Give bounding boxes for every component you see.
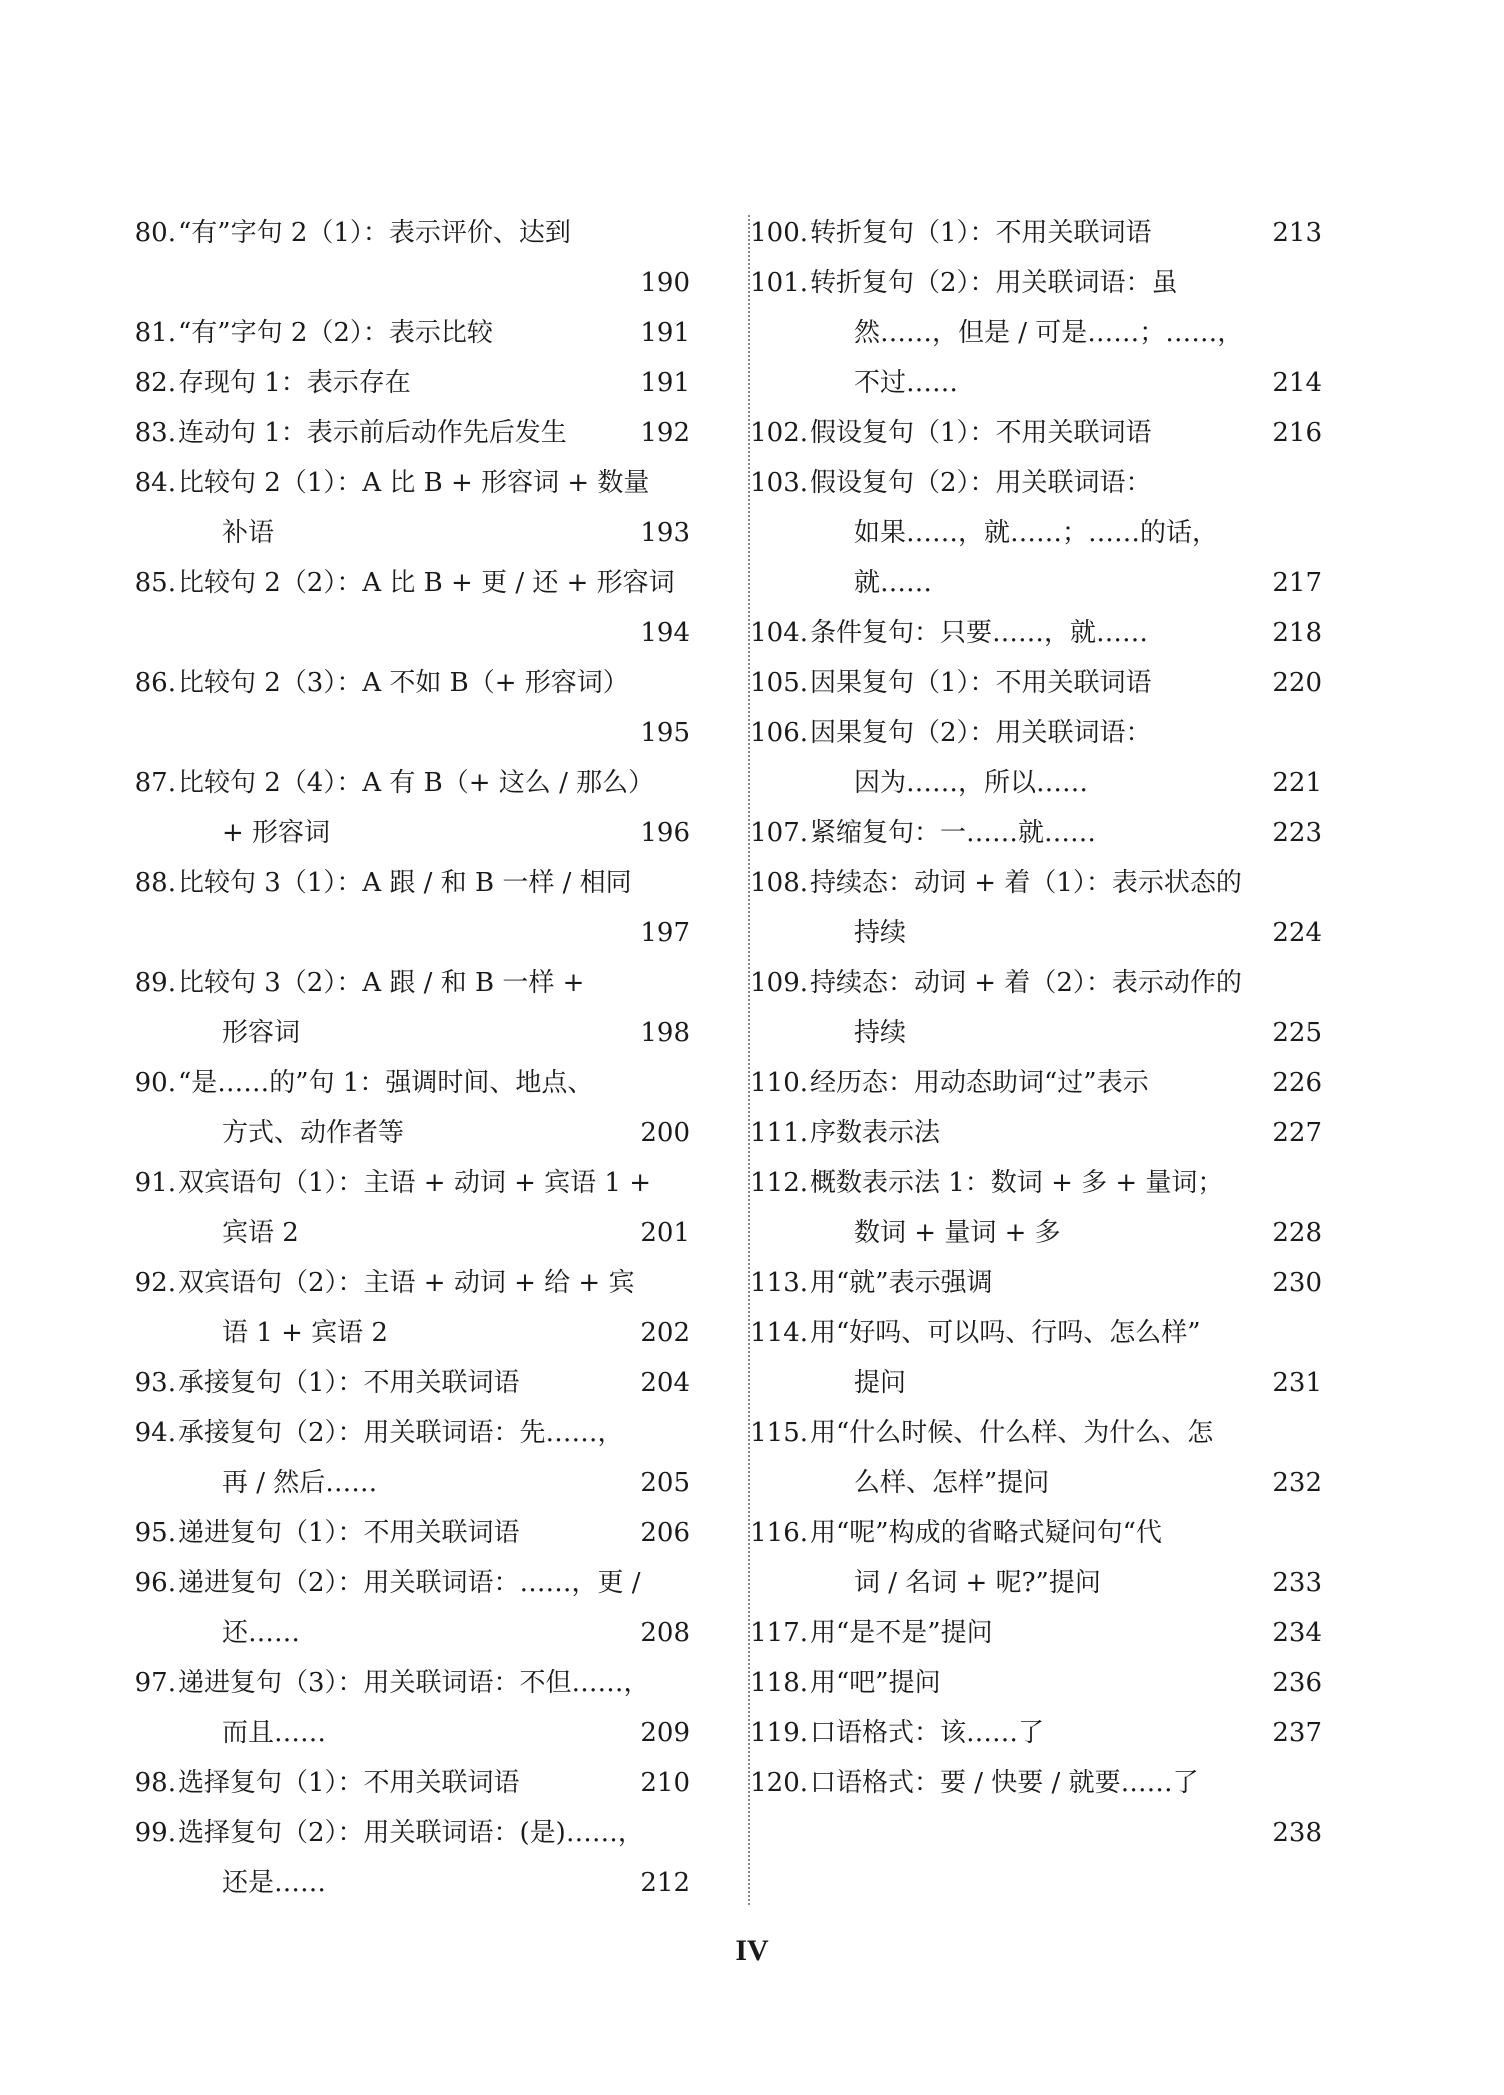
toc-entry-title: 比较句 2（1）：A 比 B + 形容词 + 数量: [178, 468, 650, 498]
toc-entry-number: 120.: [750, 1768, 808, 1798]
toc-entry-title: 方式、动作者等: [222, 1118, 405, 1148]
toc-entry-title: 双宾语句（2）：主语 + 动词 + 给 + 宾: [178, 1268, 635, 1298]
toc-entry: [750, 658, 1322, 708]
toc-entry-continuation: [178, 908, 690, 958]
toc-entry: [750, 1708, 1322, 1758]
toc-entry-continuation: [810, 308, 1322, 358]
toc-entry-number: 95.: [134, 1518, 176, 1548]
toc-entry-title: 如果……，就……；……的话，: [854, 518, 1219, 548]
toc-entry-title: 因果复句（1）：不用关联词语: [810, 668, 1152, 698]
page-folio: IV: [735, 1934, 769, 1967]
toc-entry-number: 110.: [750, 1068, 808, 1098]
toc-entry-page-number: 205: [640, 1468, 690, 1498]
toc-entry-title: 数词 + 量词 + 多: [854, 1218, 1061, 1248]
toc-entry: [750, 858, 1322, 908]
toc-entry-title: 假设复句（2）：用关联词语：: [810, 468, 1152, 498]
toc-entry-page-number: 218: [1272, 618, 1322, 648]
toc-entry-continuation: [178, 1458, 690, 1508]
toc-entry: [134, 1258, 690, 1308]
toc-entry-continuation: [178, 1708, 690, 1758]
toc-entry-number: 102.: [750, 418, 808, 448]
toc-entry-page-number: 228: [1272, 1218, 1322, 1248]
toc-entry-title: 比较句 3（1）：A 跟 / 和 B 一样 / 相同: [178, 868, 632, 898]
toc-entry: [134, 208, 690, 258]
toc-entry-number: 106.: [750, 718, 808, 748]
toc-entry-continuation: [810, 1808, 1322, 1858]
toc-entry-title: 序数表示法: [810, 1118, 941, 1148]
toc-entry-page-number: 190: [640, 268, 690, 298]
toc-entry: [134, 1408, 690, 1458]
toc-entry-continuation: [178, 258, 690, 308]
toc-entry: [134, 408, 690, 458]
toc-entry-title: 条件复句：只要……，就……: [810, 618, 1149, 648]
toc-entry: [750, 958, 1322, 1008]
toc-entry-title: 用“好吗、可以吗、行吗、怎么样”: [810, 1318, 1201, 1348]
toc-entry-title: 紧缩复句：一……就……: [810, 818, 1097, 848]
toc-entry-number: 107.: [750, 818, 808, 848]
toc-entry-title: 转折复句（1）：不用关联词语: [810, 218, 1152, 248]
toc-entry-page-number: 232: [1272, 1468, 1322, 1498]
toc-entry-page-number: 236: [1272, 1668, 1322, 1698]
toc-entry-page-number: 197: [640, 918, 690, 948]
toc-entry: [750, 708, 1322, 758]
toc-entry-title: 承接复句（1）：不用关联词语: [178, 1368, 520, 1398]
toc-entry: [134, 1558, 690, 1608]
toc-entry-title: 么样、怎样”提问: [854, 1468, 1050, 1498]
toc-entry-title: 宾语 2: [222, 1218, 299, 1248]
toc-entry-number: 91.: [134, 1168, 176, 1198]
toc-entry: [134, 1758, 690, 1808]
toc-entry-number: 104.: [750, 618, 808, 648]
toc-entry-number: 101.: [750, 268, 808, 298]
toc-entry-continuation: [178, 1608, 690, 1658]
toc-entry-continuation: [178, 1208, 690, 1258]
toc-entry-title: 比较句 3（2）：A 跟 / 和 B 一样 +: [178, 968, 585, 998]
toc-entry-number: 88.: [134, 868, 176, 898]
toc-entry-page-number: 217: [1272, 568, 1322, 598]
toc-entry-page-number: 209: [640, 1718, 690, 1748]
toc-entry-title: 承接复句（2）：用关联词语：先……，: [178, 1418, 624, 1448]
toc-entry-number: 85.: [134, 568, 176, 598]
toc-entry-number: 80.: [134, 218, 176, 248]
toc-entry-title: 递进复句（3）：用关联词语：不但……，: [178, 1668, 650, 1698]
toc-entry: [750, 1508, 1322, 1558]
toc-entry: [134, 658, 690, 708]
toc-entry-continuation: [810, 1458, 1322, 1508]
toc-entry-title: 持续态：动词 + 着（1）：表示状态的: [810, 868, 1242, 898]
toc-entry-number: 103.: [750, 468, 808, 498]
toc-entry: [134, 558, 690, 608]
toc-entry: [134, 458, 690, 508]
toc-entry-number: 90.: [134, 1068, 176, 1098]
toc-entry-title: 双宾语句（1）：主语 + 动词 + 宾语 1 +: [178, 1168, 652, 1198]
toc-entry-title: 而且……: [222, 1718, 327, 1748]
toc-entry-number: 109.: [750, 968, 808, 998]
toc-entry: [750, 1158, 1322, 1208]
toc-entry-page-number: 233: [1272, 1568, 1322, 1598]
toc-entry-title: 比较句 2（4）：A 有 B（+ 这么 / 那么）: [178, 768, 655, 798]
toc-entry-continuation: [178, 708, 690, 758]
toc-entry-continuation: [810, 1358, 1322, 1408]
toc-entry-title: “有”字句 2（1）：表示评价、达到: [178, 218, 571, 248]
toc-entry-title: 比较句 2（3）：A 不如 B（+ 形容词）: [178, 668, 629, 698]
toc-entry-title: 因果复句（2）：用关联词语：: [810, 718, 1152, 748]
toc-entry-page-number: 193: [640, 518, 690, 548]
toc-entry-title: 选择复句（1）：不用关联词语: [178, 1768, 520, 1798]
toc-entry-number: 86.: [134, 668, 176, 698]
toc-entry-continuation: [178, 508, 690, 558]
toc-entry: [750, 808, 1322, 858]
toc-entry-title: 还……: [222, 1618, 301, 1648]
toc-entry-number: 105.: [750, 668, 808, 698]
toc-entry-continuation: [178, 1108, 690, 1158]
toc-entry-page-number: 224: [1272, 918, 1322, 948]
toc-entry-page-number: 192: [640, 418, 690, 448]
toc-entry-title: 转折复句（2）：用关联词语：虽: [810, 268, 1178, 298]
toc-entry-title: “有”字句 2（2）：表示比较: [178, 318, 493, 348]
toc-entry: [750, 1258, 1322, 1308]
toc-entry: [750, 1108, 1322, 1158]
toc-entry: [750, 1658, 1322, 1708]
toc-entry-number: 115.: [750, 1418, 808, 1448]
toc-entry-number: 111.: [750, 1118, 808, 1148]
toc-entry: [750, 1308, 1322, 1358]
toc-entry-title: 持续态：动词 + 着（2）：表示动作的: [810, 968, 1242, 998]
toc-entry: [750, 1058, 1322, 1108]
toc-entry-continuation: [178, 608, 690, 658]
toc-entry-number: 82.: [134, 368, 176, 398]
toc-entry: [750, 458, 1322, 508]
toc-entry-page-number: 212: [640, 1868, 690, 1898]
toc-entry-continuation: [810, 758, 1322, 808]
toc-entry: [134, 358, 690, 408]
toc-entry-title: 用“就”表示强调: [810, 1268, 993, 1298]
toc-entry-title: 假设复句（1）：不用关联词语: [810, 418, 1152, 448]
toc-entry-title: 概数表示法 1：数词 + 多 + 量词；: [810, 1168, 1224, 1198]
toc-entry-continuation: [810, 908, 1322, 958]
toc-entry-page-number: 196: [640, 818, 690, 848]
toc-entry: [750, 208, 1322, 258]
toc-entry-number: 118.: [750, 1668, 808, 1698]
toc-entry-continuation: [178, 1308, 690, 1358]
toc-entry-continuation: [178, 808, 690, 858]
toc-entry-title: 连动句 1：表示前后动作先后发生: [178, 418, 567, 448]
toc-entry-title: 比较句 2（2）：A 比 B + 更 / 还 + 形容词: [178, 568, 675, 598]
toc-entry: [750, 408, 1322, 458]
toc-entry-title: 词 / 名词 + 呢?”提问: [854, 1568, 1101, 1598]
toc-entry-page-number: 216: [1272, 418, 1322, 448]
toc-entry-title: “是……的”句 1：强调时间、地点、: [178, 1068, 594, 1098]
toc-entry-page-number: 226: [1272, 1068, 1322, 1098]
toc-entry-number: 117.: [750, 1618, 808, 1648]
toc-entry-number: 100.: [750, 218, 808, 248]
toc-entry-number: 99.: [134, 1818, 176, 1848]
toc-entry-number: 112.: [750, 1168, 808, 1198]
toc-entry-number: 94.: [134, 1418, 176, 1448]
toc-entry-page-number: 198: [640, 1018, 690, 1048]
toc-entry-page-number: 213: [1272, 218, 1322, 248]
toc-entry-page-number: 208: [640, 1618, 690, 1648]
toc-entry-number: 116.: [750, 1518, 808, 1548]
toc-entry: [750, 1608, 1322, 1658]
toc-entry-number: 119.: [750, 1718, 808, 1748]
toc-entry-title: 递进复句（1）：不用关联词语: [178, 1518, 520, 1548]
toc-entry: [134, 1058, 690, 1108]
toc-entry-page-number: 191: [640, 368, 690, 398]
toc-entry-page-number: 214: [1272, 368, 1322, 398]
toc-entry-title: 用“什么时候、什么样、为什么、怎: [810, 1418, 1214, 1448]
toc-entry-title: 然……，但是 / 可是……；……，: [854, 318, 1244, 348]
toc-entry: [134, 1808, 690, 1858]
toc-entry-number: 114.: [750, 1318, 808, 1348]
toc-entry: [134, 1658, 690, 1708]
toc-entry: [750, 1758, 1322, 1808]
toc-entry-page-number: 194: [640, 618, 690, 648]
toc-entry-continuation: [810, 358, 1322, 408]
toc-entry-page-number: 231: [1272, 1368, 1322, 1398]
toc-entry-title: 存现句 1：表示存在: [178, 368, 411, 398]
toc-entry-page-number: 225: [1272, 1018, 1322, 1048]
toc-entry-title: 持续: [854, 1018, 907, 1048]
toc-entry: [134, 758, 690, 808]
toc-entry-page-number: 237: [1272, 1718, 1322, 1748]
toc-entry-number: 97.: [134, 1668, 176, 1698]
toc-entry-number: 113.: [750, 1268, 808, 1298]
toc-entry: [750, 608, 1322, 658]
toc-entry: [134, 308, 690, 358]
toc-entry: [134, 1358, 690, 1408]
toc-entry-number: 96.: [134, 1568, 176, 1598]
toc-entry-title: 语 1 + 宾语 2: [222, 1318, 388, 1348]
toc-entry-number: 87.: [134, 768, 176, 798]
toc-entry: [134, 858, 690, 908]
toc-entry-page-number: 191: [640, 318, 690, 348]
toc-entry-number: 93.: [134, 1368, 176, 1398]
toc-entry-title: 选择复句（2）：用关联词语：(是)……，: [178, 1818, 644, 1848]
toc-entry-continuation: [178, 1858, 690, 1908]
toc-entry: [134, 958, 690, 1008]
toc-entry-title: 口语格式：该……了: [810, 1718, 1045, 1748]
toc-entry-continuation: [810, 508, 1322, 558]
toc-entry: [750, 1408, 1322, 1458]
toc-entry-page-number: 206: [640, 1518, 690, 1548]
toc-entry-number: 83.: [134, 418, 176, 448]
toc-entry-page-number: 202: [640, 1318, 690, 1348]
toc-column-left: [134, 208, 690, 1908]
toc-entry-page-number: 195: [640, 718, 690, 748]
toc-entry-number: 98.: [134, 1768, 176, 1798]
toc-entry-number: 81.: [134, 318, 176, 348]
toc-entry-continuation: [810, 1208, 1322, 1258]
toc-entry-title: 经历态：用动态助词“过”表示: [810, 1068, 1149, 1098]
toc-entry-page-number: 230: [1272, 1268, 1322, 1298]
toc-entry-title: 因为……，所以……: [854, 768, 1089, 798]
toc-entry-number: 92.: [134, 1268, 176, 1298]
toc-entry-page-number: 227: [1272, 1118, 1322, 1148]
toc-entry-continuation: [810, 558, 1322, 608]
toc-entry-page-number: 204: [640, 1368, 690, 1398]
toc-entry-page-number: 234: [1272, 1618, 1322, 1648]
toc-entry-title: 就……: [854, 568, 933, 598]
toc-entry-title: 提问: [854, 1368, 907, 1398]
toc-entry-title: + 形容词: [222, 818, 331, 848]
toc-entry-title: 用“吧”提问: [810, 1668, 941, 1698]
toc-entry-page-number: 200: [640, 1118, 690, 1148]
toc-column-right: [750, 208, 1322, 1858]
toc-entry: [750, 258, 1322, 308]
toc-entry-title: 持续: [854, 918, 907, 948]
toc-entry-page-number: 220: [1272, 668, 1322, 698]
toc-entry-continuation: [810, 1558, 1322, 1608]
toc-entry-title: 还是……: [222, 1868, 327, 1898]
toc-entry-number: 84.: [134, 468, 176, 498]
toc-entry-number: 89.: [134, 968, 176, 998]
toc-entry-title: 递进复句（2）：用关联词语：……，更 /: [178, 1568, 641, 1598]
toc-entry-title: 用“呢”构成的省略式疑问句“代: [810, 1518, 1162, 1548]
toc-entry-continuation: [178, 1008, 690, 1058]
toc-entry-title: 口语格式：要 / 快要 / 就要……了: [810, 1768, 1199, 1798]
toc-entry-title: 不过……: [854, 368, 959, 398]
toc-entry-title: 形容词: [222, 1018, 301, 1048]
toc-entry-page-number: 223: [1272, 818, 1322, 848]
toc-entry-page-number: 210: [640, 1768, 690, 1798]
toc-entry-continuation: [810, 1008, 1322, 1058]
toc-entry-page-number: 238: [1272, 1818, 1322, 1848]
toc-entry: [134, 1158, 690, 1208]
toc-entry-title: 补语: [222, 518, 275, 548]
toc-entry-number: 108.: [750, 868, 808, 898]
toc-entry-page-number: 201: [640, 1218, 690, 1248]
toc-entry-title: 再 / 然后……: [222, 1468, 378, 1498]
toc-entry-title: 用“是不是”提问: [810, 1618, 993, 1648]
toc-entry: [134, 1508, 690, 1558]
toc-entry-page-number: 221: [1272, 768, 1322, 798]
